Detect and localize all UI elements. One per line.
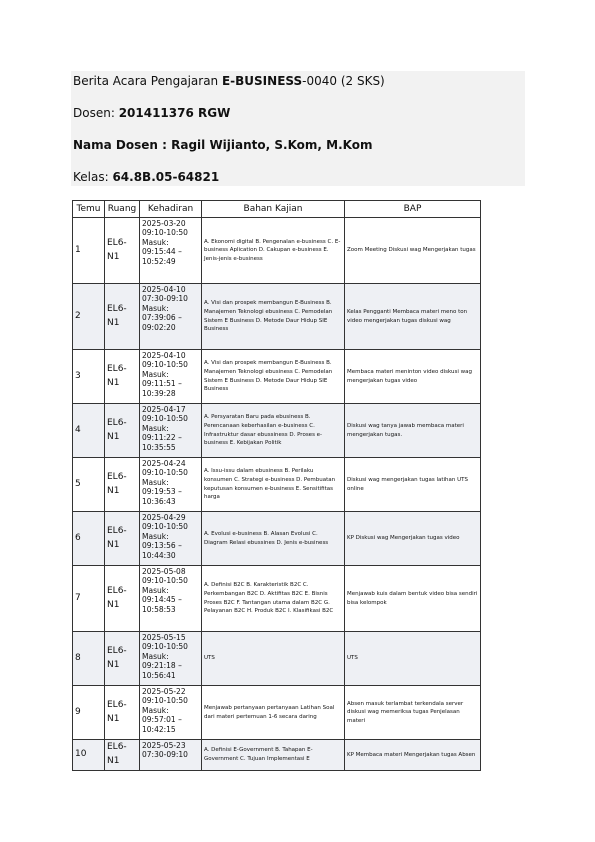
nama-dosen-label: Nama Dosen : [73,138,172,152]
cell-bap: Diskusi wag tanya jawab membaca materi mengerjakan tugas. [345,404,481,458]
column-header-bahan-kajian: Bahan Kajian [202,201,345,218]
cell-kehadiran: 2025-04-10 09:10-10:50 Masuk: 09:11:51 –10:39:28 [140,350,202,404]
table-row [73,350,481,404]
table-row [73,458,481,512]
cell-kehadiran: 2025-05-23 07:30-09:10 [140,740,202,771]
cell-ruang: EL6-N1 [105,566,140,632]
cell-kehadiran: 2025-04-17 09:10-10:50 Masuk: 09:11:22 –10:35:55 [140,404,202,458]
cell-bahan-kajian: Menjawab pertanyaan pertanyaan Latihan Soal dari materi pertemuan 1-6 secara daring [202,686,345,740]
table-header-row [73,201,481,218]
title-prefix: Berita Acara Pengajaran [73,74,222,88]
cell-ruang: EL6-N1 [105,458,140,512]
cell-bahan-kajian: A. Definisi B2C B. Karakteristik B2C C. Perkembangan B2C D. Aktifitas B2C E. Bisnis Proses B2C F. Tantangan utama dalam B2C G. Pelayanan B2C H. Produk B2C I. Klasifikasi B2C [202,566,345,632]
column-header-bap: BAP [345,201,481,218]
cell-temu: 6 [73,512,105,566]
cell-bahan-kajian: A. Ekonomi digital B. Pengenalan e-business C. E-business Aplication D. Cakupan e-business E. Jenis-jenis e-business [202,218,345,284]
cell-temu: 2 [73,284,105,350]
column-header-ruang: Ruang [105,201,140,218]
column-header-kehadiran: Kehadiran [140,201,202,218]
cell-kehadiran: 2025-04-24 09:10-10:50 Masuk: 09:19:53 –10:36:43 [140,458,202,512]
dosen-value: 201411376 RGW [118,106,231,120]
cell-bap: Zoom Meeting Diskusi wag Mengerjakan tugas [345,218,481,284]
cell-bap: Membaca materi meninton video diskusi wag mengerjakan tugas video [345,350,481,404]
cell-temu: 4 [73,404,105,458]
table-row [73,686,481,740]
cell-kehadiran: 2025-03-20 09:10-10:50 Masuk: 09:15:44 – 10:52:49 [140,218,202,284]
title-suffix: -0040 (2 SKS) [302,74,385,88]
cell-temu: 8 [73,632,105,686]
cell-kehadiran: 2025-05-22 09:10-10:50 Masuk: 09:57:01 –10:42:15 [140,686,202,740]
table-row [73,632,481,686]
cell-kehadiran: 2025-04-29 09:10-10:50 Masuk: 09:13:56 –10:44:30 [140,512,202,566]
document-header [71,71,525,186]
cell-ruang: EL6-N1 [105,218,140,284]
cell-bap: UTS [345,632,481,686]
dosen-label: Dosen: [73,106,119,120]
column-header-temu: Temu [73,201,105,218]
cell-bap: Kelas Pengganti Membaca materi meno ton video mengerjakan tugas diskusi wag [345,284,481,350]
cell-ruang: EL6-N1 [105,404,140,458]
cell-ruang: EL6-N1 [105,350,140,404]
table-row [73,566,481,632]
cell-ruang: EL6-N1 [105,686,140,740]
cell-ruang: EL6-N1 [105,512,140,566]
cell-temu: 7 [73,566,105,632]
cell-ruang: EL6-N1 [105,632,140,686]
nama-dosen-value: Ragil Wijianto, S.Kom, M.Kom [171,138,373,152]
dosen-line [73,106,230,120]
course-name: E-BUSINESS [221,74,303,88]
cell-bahan-kajian: A. Evolusi e-business B. Alasan Evolusi C. Diagram Relasi ebussines D. Jenis e-business [202,512,345,566]
cell-bahan-kajian: A. Visi dan prospek membangun E-Business B. Manajemen Teknologi ebusiness C. Pemodelan Sistem E Business D. Metode Daur Hidup SIE Business [202,350,345,404]
cell-bahan-kajian: UTS [202,632,345,686]
table-row [73,284,481,350]
cell-bap: KP Diskusi wag Mengerjakan tugas video [345,512,481,566]
kelas-value: 64.8B.05-64821 [112,170,220,184]
cell-temu: 10 [73,740,105,771]
cell-temu: 5 [73,458,105,512]
cell-bap: Diskusi wag mengerjakan tugas latihan UTS online [345,458,481,512]
attendance-table [72,200,481,771]
cell-bahan-kajian: A. Definisi E-Government B. Tahapan E-Government C. Tujuan Implementasi E [202,740,345,771]
nama-dosen-line [73,138,372,152]
table-row [73,512,481,566]
cell-bap: Absen masuk terlambat terkendala server diskusi wag memeriksa tugas Penjelasan materi [345,686,481,740]
table-row [73,218,481,284]
cell-bahan-kajian: A. Persyaratan Baru pada ebusiness B. Perencanaan keberhasilan e-business C. Infrastruktur dasar ebussiness D. Proses e-business E. Kebijakan Politik [202,404,345,458]
table-row [73,740,481,771]
cell-temu: 9 [73,686,105,740]
cell-temu: 1 [73,218,105,284]
cell-bap: Menjawab kuis dalam bentuk video bisa sendiri bisa kelompok [345,566,481,632]
kelas-label: Kelas: [73,170,113,184]
cell-kehadiran: 2025-05-15 09:10-10:50 Masuk: 09:21:18 –10:56:41 [140,632,202,686]
cell-kehadiran: 2025-05-08 09:10-10:50 Masuk: 09:14:45 – 10:58:53 [140,566,202,632]
kelas-line [73,170,219,184]
cell-ruang: EL6-N1 [105,740,140,771]
cell-temu: 3 [73,350,105,404]
cell-bahan-kajian: A. Issu-issu dalam ebusiness B. Perilaku konsumen C. Strategi e-business D. Pembuatan keputusan konsumen e-business E. Sensitifitas harga [202,458,345,512]
document-title [73,74,385,88]
cell-bap: KP Membaca materi Mengerjakan tugas Absen [345,740,481,771]
cell-bahan-kajian: A. Visi dan prospek membangun E-Business B. Manajemen Teknologi ebusiness C. Pemodelan Sistem E Business D. Metode Daur Hidup SIE Business [202,284,345,350]
cell-kehadiran: 2025-04-10 07:30-09:10 Masuk: 07:39:06 – 09:02:20 [140,284,202,350]
cell-ruang: EL6-N1 [105,284,140,350]
table-row [73,404,481,458]
